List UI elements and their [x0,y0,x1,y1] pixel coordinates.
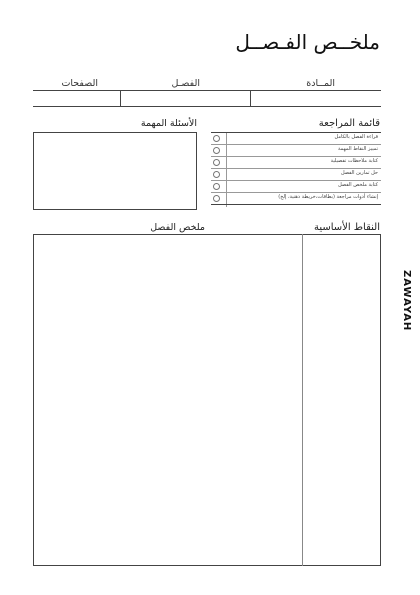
checkbox-circle-icon[interactable] [213,183,220,190]
chapter-label: الفصـل [171,78,200,89]
checklist-title: قائمة المراجعة [318,118,380,129]
important-questions-title: الأسئلة المهمة [140,118,197,129]
checklist-item[interactable]: كتابة ملاحظات تفصيلية [211,157,381,169]
checkbox-circle-icon[interactable] [213,147,220,154]
header-divider-1 [120,90,121,106]
important-questions-box[interactable] [33,132,197,210]
header-top-line [33,90,381,91]
checkbox-circle-icon[interactable] [213,195,220,202]
key-points-title: النقاط الأساسية [313,222,380,233]
header-divider-2 [250,90,251,106]
chapter-summary-title: ملخص الفصل [150,222,205,233]
pages-label: الصفحات [61,78,98,89]
notes-box[interactable] [33,234,381,566]
checklist-item[interactable]: إنشاء أدوات مراجعة (بطاقات،خريطة ذهنية، إلخ) [211,193,381,205]
checkbox-circle-icon[interactable] [213,135,220,142]
checklist-item[interactable]: حل تمارين الفصل [211,169,381,181]
checkbox-circle-icon[interactable] [213,171,220,178]
checklist-item[interactable]: كتابة ملخص الفصل [211,181,381,193]
checklist-item[interactable]: قراءة الفصل بالكامل [211,133,381,145]
checkbox-circle-icon[interactable] [213,159,220,166]
notes-divider [302,234,303,566]
subject-label: المــادة [306,78,335,89]
page-title: ملخــص الفـصــل [235,30,380,54]
brand-logo: ZAWAYAH [401,270,412,332]
checklist-item[interactable]: تمييز النقاط المهمة [211,145,381,157]
header-bottom-line [33,106,381,107]
